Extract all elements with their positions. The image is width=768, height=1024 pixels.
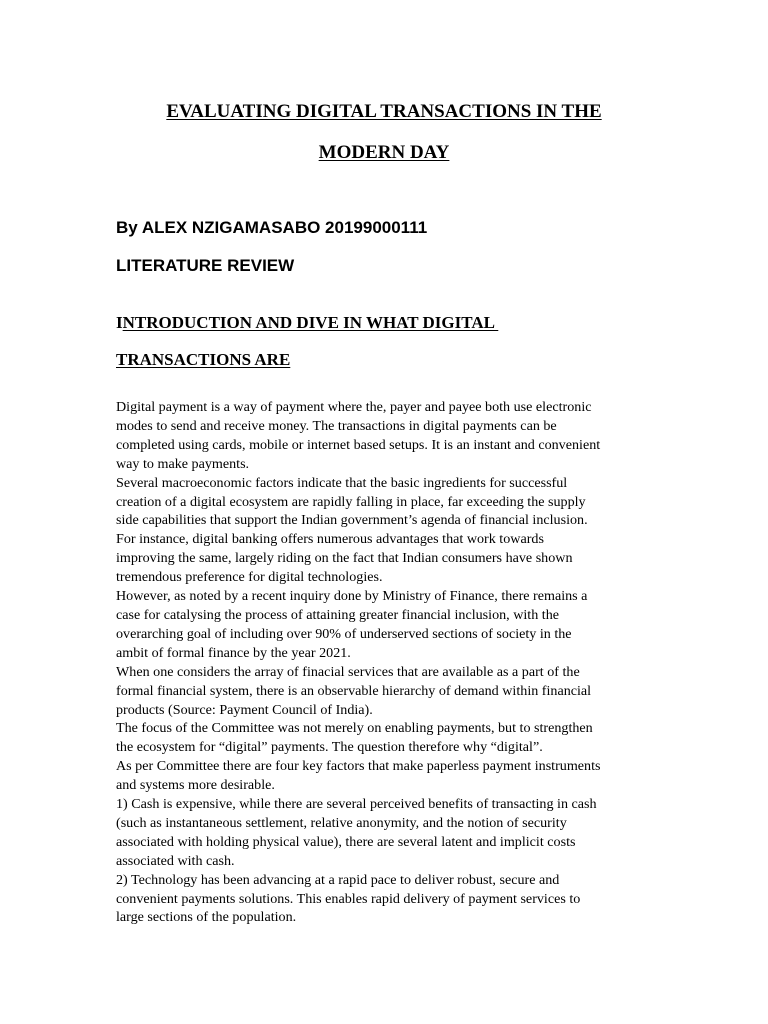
body-line: and systems more desirable. (116, 777, 275, 794)
body-line: large sections of the population. (116, 909, 297, 926)
body-line: convenient payments solutions. This enables rapid delivery of payment services to (116, 890, 581, 907)
section-heading-line-1 (116, 313, 498, 333)
body-line: For instance, digital banking offers numerous advantages that work towards (116, 531, 544, 548)
section-heading-line-2: TRANSACTIONS ARE (116, 350, 291, 369)
body-line: way to make payments. (116, 455, 250, 472)
body-line: As per Committee there are four key factors that make paperless payment instruments (116, 758, 601, 775)
body-line: 1) Cash is expensive, while there are several perceived benefits of transacting in cash (116, 796, 597, 813)
body-line: (such as instantaneous settlement, relative anonymity, and the notion of security (116, 814, 567, 831)
literature-review-label: LITERATURE REVIEW (116, 256, 295, 275)
body-line: The focus of the Committee was not merely on enabling payments, but to strengthen (116, 720, 593, 737)
section-heading-rest: NTRODUCTION AND DIVE IN WHAT DIGITAL (122, 313, 499, 332)
section-heading-initial: I (116, 313, 123, 332)
body-text (116, 398, 656, 927)
body-line: Digital payment is a way of payment where the, payer and payee both use electronic (116, 399, 592, 415)
author-byline: By ALEX NZIGAMASABO 20199000111 (116, 218, 428, 237)
body-line: completed using cards, mobile or internet based setups. It is an instant and convenient (116, 436, 601, 453)
body-line: When one considers the array of finacial services that are available as a part of the (116, 663, 580, 680)
body-line: tremendous preference for digital technologies. (116, 569, 383, 586)
body-line: case for catalysing the process of attaining greater financial inclusion, with the (116, 606, 560, 623)
body-line: creation of a digital ecosystem are rapidly falling in place, far exceeding the supply (116, 493, 586, 510)
body-line: modes to send and receive money. The transactions in digital payments can be (116, 417, 557, 434)
document-title-line-2: MODERN DAY (318, 142, 450, 163)
body-line: improving the same, largely riding on the fact that Indian consumers have shown (116, 550, 573, 567)
body-line: However, as noted by a recent inquiry done by Ministry of Finance, there remains a (116, 588, 588, 605)
body-line: formal financial system, there is an observable hierarchy of demand within financial (116, 682, 592, 699)
body-line: products (Source: Payment Council of India). (116, 701, 373, 718)
document-title-line-1: EVALUATING DIGITAL TRANSACTIONS IN THE (166, 101, 602, 122)
body-line: the ecosystem for “digital” payments. The question therefore why “digital”. (116, 739, 543, 756)
body-line: ambit of formal finance by the year 2021. (116, 644, 351, 661)
body-line: overarching goal of including over 90% of underserved sections of society in the (116, 625, 572, 642)
body-line: 2) Technology has been advancing at a rapid pace to deliver robust, secure and (116, 871, 560, 888)
body-line: side capabilities that support the Indian government’s agenda of financial inclusion. (116, 512, 588, 529)
body-line: Several macroeconomic factors indicate that the basic ingredients for successful (116, 474, 568, 491)
body-line: associated with cash. (116, 852, 235, 869)
body-line: associated with holding physical value), there are several latent and implicit costs (116, 833, 576, 850)
